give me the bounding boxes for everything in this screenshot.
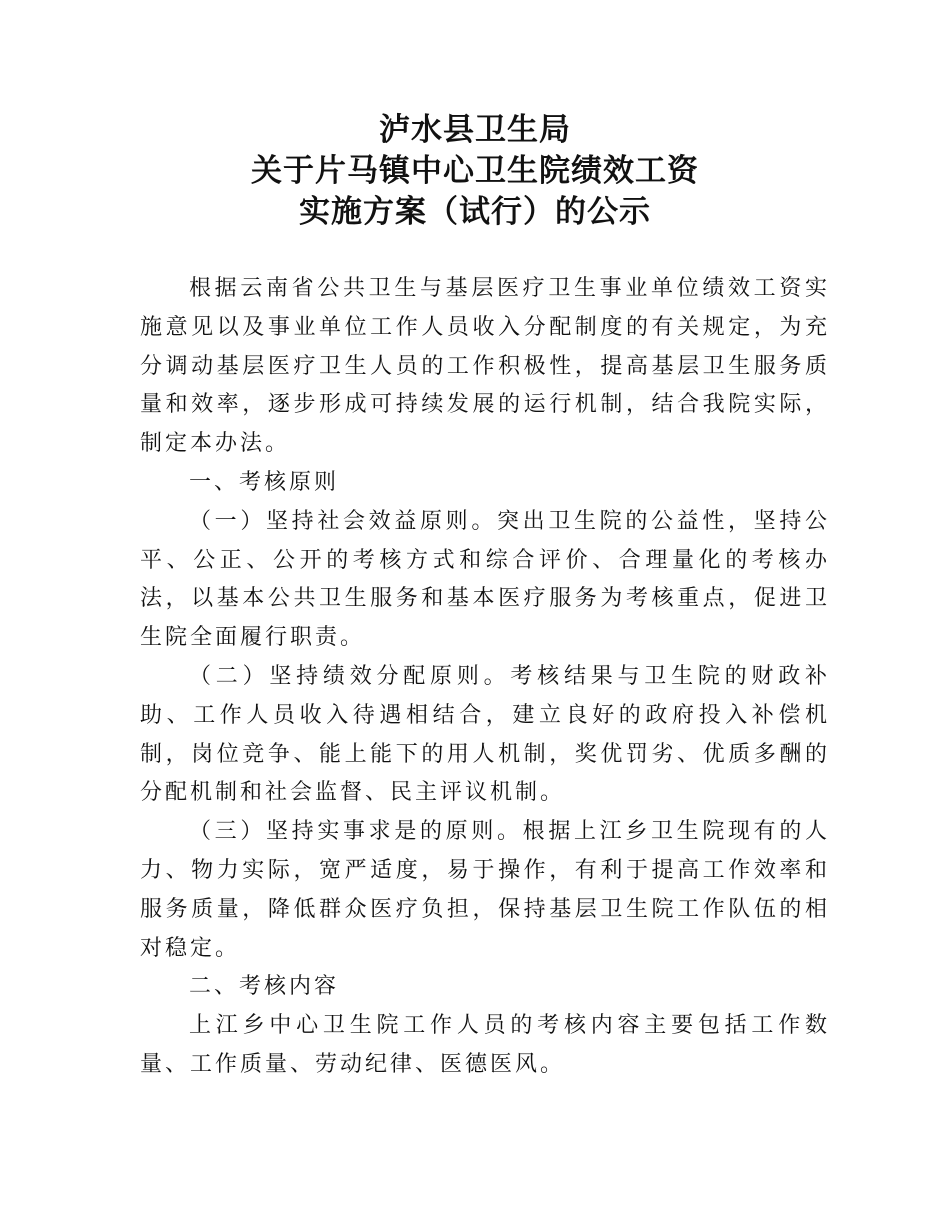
content-paragraph: 上江乡中心卫生院工作人员的考核内容主要包括工作数量、工作质量、劳动纪律、医德医风。: [140, 1013, 830, 1077]
section-heading-content: 二、考核内容: [189, 974, 340, 1000]
intro-paragraph: 根据云南省公共卫生与基层医疗卫生事业单位绩效工资实施意见以及事业单位工作人员收入分配制度的有关规定，为充分调动基层医疗卫生人员的工作积极性，提高基层卫生服务质量和效率，逐步形成可持续发展的运行机制，结合我院实际，制定本办法。: [140, 276, 830, 457]
principle-paragraph-3: （三）坚持实事求是的原则。根据上江乡卫生院现有的人力、物力实际，宽严适度，易于操作，有利于提高工作效率和服务质量，降低群众医疗负担，保持基层卫生院工作队伍的相对稳定。: [140, 819, 830, 961]
principle-paragraph-1: （一）坚持社会效益原则。突出卫生院的公益性，坚持公平、公正、公开的考核方式和综合评价、合理量化的考核办法，以基本公共卫生服务和基本医疗服务为考核重点，促进卫生院全面履行职责。: [140, 508, 830, 651]
document-title: [0, 110, 950, 233]
title-line-subject: 关于片马镇中心卫生院绩效工资: [251, 153, 699, 189]
principle-paragraph-2: （二）坚持绩效分配原则。考核结果与卫生院的财政补助、工作人员收入待遇相结合，建立良好的政府投入补偿机制，岗位竞争、能上能下的用人机制，奖优罚劣、优质多酬的分配机制和社会监督、民主评议机制。: [140, 663, 830, 806]
title-line-agency: 泸水县卫生局: [379, 112, 571, 148]
section-heading-principles: 一、考核原则: [189, 469, 340, 495]
title-line-scheme: 实施方案（试行）的公示: [299, 194, 651, 230]
document-body: [140, 270, 830, 1085]
